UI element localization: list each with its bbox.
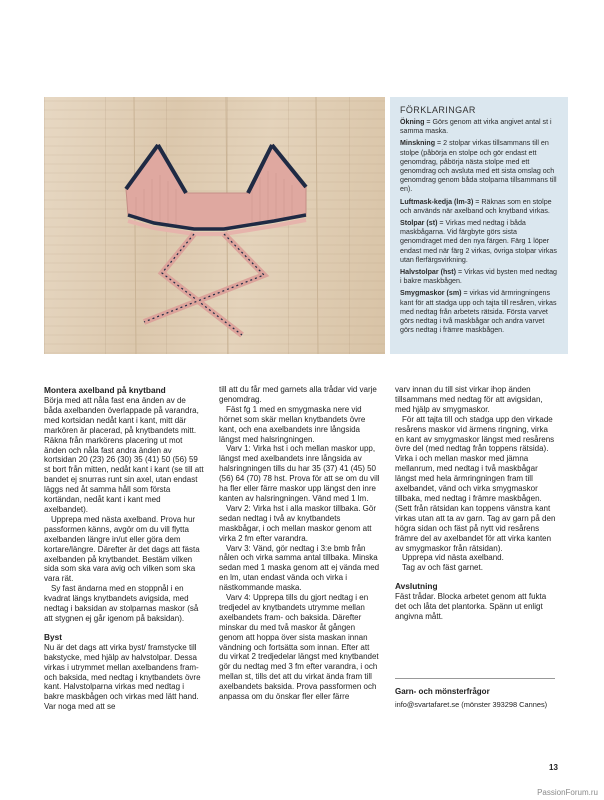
- glossary-entry: [400, 268, 560, 286]
- glossary-entry: [400, 118, 560, 136]
- watermark: PassionForum.ru: [537, 788, 598, 797]
- paragraph: Fäst fg 1 med en smygmaska nere vid hörnet som skär mellan knytbandets övre kant, och ena axelbandets inre långsida längst med halsringningen.: [219, 404, 366, 444]
- page-number: 13: [549, 763, 558, 772]
- paragraph: För att tajta till och stadga upp den virkade resårens maskor vid ärmens ringning, virka en kant av smygmaskor längst med resårens övre del (med nedtag från toppens rätsida). Virka i och mellan maskor med jämna mellanrum, med nedtag i två maskbågar längst med hela ärmringningen fram till axelbandet, vänd och virka smygmaskor tillbaka, med nedtag i främre maskbågen. (Sett från rätsidan kan toppens vänstra kant virkas utan att ta av garn. Tag av garn på den högra sidan och fäst på nytt vid resårens främre del av axelbandet för att virka kanten av smygmaskor från rätsidan).: [395, 414, 556, 553]
- text-column-3: [395, 385, 556, 709]
- crochet-top-photo: [44, 97, 385, 354]
- paragraph: Varv 4: Upprepa tills du gjort nedtag i en tredjedel av knytbandets utrymme mellan axelbandets fram- och baksida. Därefter minskar du med två maskor åt gången genom att hoppa över sista maskan innan vändning och fortsätta som innan. Efter att du virkat 2 tredjedelar längst med knytbandet gör du nedtag med 3 fm efter varandra, i och mellan st, tills det att du virkat ända fram till axelbandets baksida. Prova passformen och anpassa om du önskar fler eller färre: [219, 593, 379, 702]
- glossary-text: = virkas vid ärmringningens kant för att stadga upp och tajta till resåren, virkas med nedtag från arbetets rätsida. Första varvet görs nedtag i två maskbågar och andra varvet görs nedtag i främre maskbågen.: [400, 289, 557, 335]
- paragraph: Upprepa med nästa axelband. Prova hur passformen känns, avgör om du vill flytta axelbanden längre in/ut eller göra dem kortare/längre. Därefter är det dags att fästa axelbanden på knytbandet. Bestäm vilken sida som ska vara avig och vilken som ska vara rät.: [44, 514, 200, 584]
- text-column-2: [219, 385, 380, 702]
- paragraph: Varv 3: Vänd, gör nedtag i 3:e bmb från nålen och virka samma antal tillbaka. Minska sedan med 1 maska genom att ej vända med en lm, utan endast vända och virka i nästkommande maska.: [219, 543, 380, 593]
- glossary-term: Smygmaskor (sm): [400, 289, 462, 298]
- paragraph: till att du får med garnets alla trådar vid varje genomdrag.: [219, 385, 377, 404]
- glossary-term: Halvstolpar (hst): [400, 268, 456, 277]
- divider: [395, 678, 555, 679]
- glossary-entry: [400, 219, 560, 265]
- glossary-entry: [400, 198, 560, 216]
- yarn-questions-contact: info@svartafaret.se (mönster 393298 Cannes): [395, 699, 548, 709]
- paragraph: Tag av och fäst garnet.: [402, 563, 483, 573]
- paragraph: varv innan du till sist virkar ihop änden tillsammans med nedtag för att avigsidan, med hjälp av smygmaskor.: [395, 385, 543, 414]
- glossary-box: [390, 97, 568, 354]
- glossary-text: = Virkas vid bysten med nedtag i bakre maskbågen.: [400, 268, 557, 286]
- yarn-questions-heading: Garn- och mönsterfrågor: [395, 686, 490, 696]
- paragraph: Nu är det dags att virka byst/ framstycke till bakstycke, med hjälp av halvstolpar. Dessa virkas i utrymmet mellan axelbandens fram- och baksida, med nedtag i knytbandets övre kant. Halvstolparna virkas med nedtag i bakre maskbågen och virkas med lätt hand. Var noga med att se: [44, 642, 201, 712]
- glossary-text: = 2 stolpar virkas tillsammans till en stolpe (påbörja en stolpe och gör endast ett genomdrag, påbörja nästa stolpe med ett genomdrag och avsluta med ett sista omslag och genomdrag genom båda stolparna tillsammans till en).: [400, 139, 557, 194]
- section-heading: Avslutning: [395, 581, 438, 592]
- paragraph: Varv 2: Virka hst i alla maskor tillbaka. Gör sedan nedtag i två av knytbandets maskbågar, i och mellan maskor genom att virka 2 fm efter varandra.: [219, 503, 376, 543]
- section-heading: Byst: [44, 631, 62, 642]
- crochet-top-illustration: [44, 97, 385, 354]
- text-column-1: [44, 385, 205, 712]
- glossary-title: FÖRKLARINGAR: [400, 105, 476, 115]
- paragraph: Upprepa vid nästa axelband.: [402, 553, 504, 563]
- glossary-text: = Virkas med nedtag i båda maskbågarna. Vid färgbyte görs sista genomdraget med den nya färgen. Färg 1 löper endast med när färg 2 virkas, övriga stolpar virkas utan flerfärgsvirkning.: [400, 219, 557, 264]
- glossary-term: Ökning: [400, 118, 425, 126]
- paragraph: Börja med att nåla fast ena änden av de båda axelbanden överlappade på varandra, med kortsidan nedåt kant i kant, mitt där markören är placerad, på knytbandets mitt. Räkna från markörens placering ut mot änden och nåla fast andra änden av kortsidan 20 (23) 26 (30) 35 (41) 50 (56) 59 st bort från mitten, nedåt kant i kant (se till att bandet ej snurras runt sin axel, utan endast läggs ned åt samma håll som första kortändan, nedåt kant i kant med axelbandet).: [44, 396, 204, 514]
- glossary-text: = Görs genom att virka angivet antal st i samma maska.: [400, 118, 552, 136]
- glossary-term: Minskning: [400, 139, 436, 148]
- glossary-text: = Räknas som en stolpe och används när axelband och knytband virkas.: [400, 197, 552, 215]
- paragraph: Varv 1: Virka hst i och mellan maskor upp, längst med axelbandets inre långsida av halsringningen tills du har 35 (37) 41 (45) 50 (56) 64 (70) 78 hst. Prova för att se om du vill ha fler eller färre maskor upp längst den inre kanten av halsringningen. Vänd med 1 lm.: [219, 444, 380, 503]
- glossary-entry: [400, 289, 560, 335]
- glossary-term: Luftmask-kedja (lm-3): [400, 197, 474, 206]
- paragraph: Fäst trådar. Blocka arbetet genom att fukta det och låta det plantorka. Spänn ut enligt angivna mått.: [395, 592, 547, 622]
- glossary-entry: [400, 139, 560, 194]
- paragraph: Sy fast ändarna med en stoppnål i en kvadrat längs knytbandets avigsida, med nedtag i baksidan av stolparnas maskor (så att stygnen ej går igenom på baksidan).: [44, 584, 199, 623]
- glossary-term: Stolpar (st): [400, 219, 438, 228]
- section-heading: Montera axelband på knytband: [44, 385, 166, 395]
